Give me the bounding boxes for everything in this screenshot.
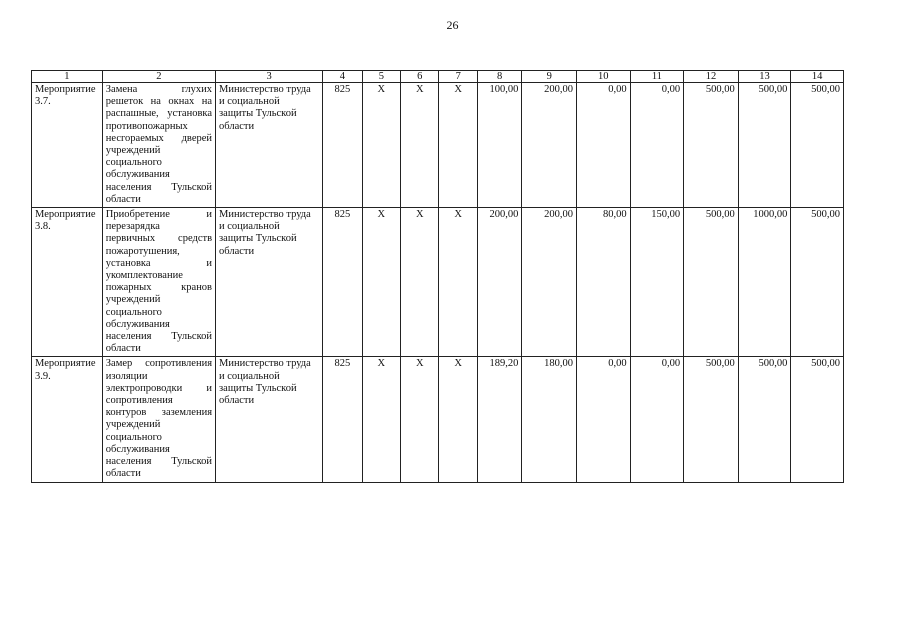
value-cell: 500,00 [738, 357, 791, 482]
header-cell: 13 [738, 71, 791, 83]
value-cell: 500,00 [684, 357, 739, 482]
header-cell: 10 [576, 71, 630, 83]
executor-line: области [219, 245, 255, 257]
header-cell: 1 [32, 71, 103, 83]
executor-line: Министерство труда [219, 209, 311, 221]
description-line: обслуживания [105, 443, 170, 455]
executor-line: и социальной [219, 221, 280, 233]
value-cell: 200,00 [522, 83, 577, 208]
description-line: сопротивления [105, 395, 173, 407]
description-line: Приобретение и [105, 209, 213, 221]
event-cell [32, 357, 103, 482]
table-row [32, 357, 844, 482]
executor-line: области [219, 395, 255, 407]
code-cell: 825 [323, 83, 362, 208]
description-line: области [105, 468, 141, 480]
description-line: установка и [105, 257, 213, 269]
header-cell: 14 [791, 71, 844, 83]
header-cell: 8 [477, 71, 521, 83]
description-line: контуров заземления [105, 407, 213, 419]
header-cell: 7 [439, 71, 477, 83]
description-line: обслуживания [105, 318, 170, 330]
description-line: пожаротушения, [105, 245, 180, 257]
event-label: Мероприятие [35, 84, 96, 95]
value-cell: 500,00 [738, 83, 791, 208]
event-label: Мероприятие [35, 209, 96, 221]
x-cell: Х [439, 83, 477, 208]
event-cell [32, 208, 103, 357]
description-cell [102, 83, 215, 208]
value-cell: 0,00 [630, 357, 684, 482]
executor-line: Министерство труда [219, 84, 311, 95]
description-line: области [105, 343, 141, 355]
header-row [32, 71, 844, 83]
page-number: 26 [446, 18, 459, 32]
value-cell: 100,00 [477, 83, 521, 208]
header-cell: 11 [630, 71, 684, 83]
description-line: социального [105, 157, 162, 169]
description-line: населения Тульской [105, 331, 213, 343]
value-cell: 189,20 [477, 357, 521, 482]
value-cell: 1000,00 [738, 208, 791, 357]
table-row [32, 208, 844, 357]
description-line: обслуживания [105, 169, 170, 181]
description-line: населения Тульской [105, 181, 213, 193]
value-cell: 0,00 [630, 83, 684, 208]
event-number: 3.9. [35, 370, 51, 382]
program-activities-table [31, 70, 844, 483]
code-cell: 825 [323, 208, 362, 357]
value-cell: 0,00 [576, 83, 630, 208]
x-cell: Х [401, 357, 439, 482]
header-cell: 9 [522, 71, 577, 83]
x-cell: Х [401, 83, 439, 208]
description-line: решеток на окнах на [105, 96, 213, 108]
executor-line: Министерство труда [219, 358, 311, 370]
x-cell: Х [439, 208, 477, 357]
description-line: электропроводки и [105, 382, 213, 394]
event-number: 3.7. [35, 96, 51, 108]
description-line: противопожарных [105, 120, 188, 132]
description-cell [102, 357, 215, 482]
x-cell: Х [362, 208, 400, 357]
x-cell: Х [362, 357, 400, 482]
header-cell: 4 [323, 71, 362, 83]
value-cell: 200,00 [522, 208, 577, 357]
description-line: несгораемых дверей [105, 132, 213, 144]
header-cell: 5 [362, 71, 400, 83]
description-line: укомплектование [105, 270, 183, 282]
executor-line: защиты Тульской [219, 108, 297, 120]
description-line: учреждений [105, 294, 161, 306]
description-line: учреждений [105, 419, 161, 431]
x-cell: Х [362, 83, 400, 208]
description-line: распашные, установка [105, 108, 213, 120]
value-cell: 500,00 [791, 357, 844, 482]
description-line: социального [105, 306, 162, 318]
value-cell: 500,00 [684, 208, 739, 357]
description-line: изоляции [105, 370, 148, 382]
table-row [32, 83, 844, 208]
value-cell: 180,00 [522, 357, 577, 482]
executor-line: области [219, 120, 255, 132]
executor-cell [216, 208, 323, 357]
header-cell: 12 [684, 71, 739, 83]
header-cell: 3 [216, 71, 323, 83]
executor-line: и социальной [219, 96, 280, 108]
description-line: учреждений [105, 145, 161, 157]
description-line: Замер сопротивления [105, 358, 213, 370]
value-cell: 500,00 [684, 83, 739, 208]
executor-cell [216, 357, 323, 482]
event-number: 3.8. [35, 221, 51, 233]
description-cell [102, 208, 215, 357]
description-line: первичных средств [105, 233, 213, 245]
event-label: Мероприятие [35, 358, 96, 370]
executor-line: защиты Тульской [219, 382, 297, 394]
value-cell: 0,00 [576, 357, 630, 482]
value-cell: 500,00 [791, 83, 844, 208]
description-line: Замена глухих [105, 84, 213, 95]
executor-line: и социальной [219, 370, 280, 382]
x-cell: Х [439, 357, 477, 482]
value-cell: 200,00 [477, 208, 521, 357]
executor-line: защиты Тульской [219, 233, 297, 245]
code-cell: 825 [323, 357, 362, 482]
value-cell: 80,00 [576, 208, 630, 357]
x-cell: Х [401, 208, 439, 357]
description-line: перезарядка [105, 221, 160, 233]
description-line: области [105, 193, 141, 205]
description-line: населения Тульской [105, 456, 213, 468]
header-cell: 2 [102, 71, 215, 83]
event-cell [32, 83, 103, 208]
value-cell: 150,00 [630, 208, 684, 357]
executor-cell [216, 83, 323, 208]
value-cell: 500,00 [791, 208, 844, 357]
description-line: пожарных кранов [105, 282, 213, 294]
description-line: социального [105, 431, 162, 443]
header-cell: 6 [401, 71, 439, 83]
